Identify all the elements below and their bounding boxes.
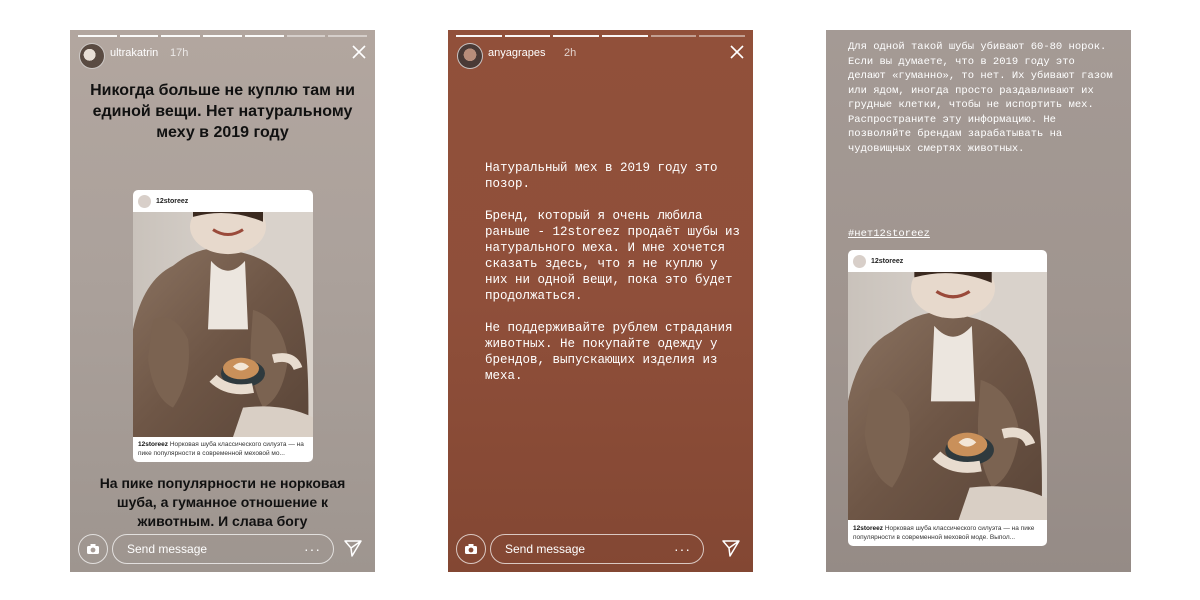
hashtag-link[interactable]: #нет12storeez [848, 228, 930, 240]
shared-post-card[interactable] [133, 190, 313, 462]
post-photo [848, 272, 1047, 520]
reply-bar [456, 534, 745, 564]
caption-text: Норковая шуба классического силуэта — на пике популярности в современной меховой моде. Выпол... [853, 525, 1035, 541]
story-username[interactable]: ultrakatrin [110, 47, 159, 59]
share-icon[interactable] [721, 538, 741, 558]
post-photo [133, 212, 313, 437]
story-body: Для одной такой шубы убивают 60-80 норок. Если вы думаете, что в 2019 году это делают «гуманно», то нет. Их убивают газом или ядом, иногда просто раздавливают их грудные клетки, чтобы не испортить мех. Распространите эту информацию. Не позволяйте брендам зарабатывать на чудовищных смертях животных. [848, 41, 1113, 155]
story-time: 2h [564, 47, 577, 59]
story-progress-bars [456, 35, 745, 37]
post-caption [138, 441, 308, 458]
post-avatar [853, 255, 866, 268]
send-message-placeholder: Send message [127, 542, 208, 556]
story-progress-bars [78, 35, 367, 37]
more-options-icon[interactable]: ··· [674, 541, 691, 557]
reply-bar [78, 534, 367, 564]
story-paragraph: Натуральный мех в 2019 году это позор. [485, 161, 718, 191]
story-headline: Никогда больше не куплю там ни единой вещи. Нет натуральному меху в 2019 году [90, 82, 355, 141]
post-header [133, 190, 313, 212]
story-paragraph: Не поддерживайте рублем страдания животных. Не покупайте одежду у брендов, выпускающих изделия из меха. [485, 321, 733, 383]
story-body [485, 160, 745, 384]
close-icon[interactable] [351, 44, 367, 60]
send-message-input[interactable] [112, 534, 334, 564]
story-card-1 [70, 30, 375, 572]
post-avatar [138, 195, 151, 208]
story-card-2 [448, 30, 753, 572]
story-footer-text: На пике популярности не норковая шуба, а гуманное отношение к животным. И слава богу [99, 475, 346, 529]
user-avatar[interactable] [79, 43, 105, 69]
send-message-input[interactable] [490, 534, 704, 564]
more-options-icon[interactable]: ··· [304, 541, 321, 557]
user-avatar[interactable] [457, 43, 483, 69]
story-paragraph: Бренд, который я очень любила раньше - 12storeez продаёт шубы из натурального меха. И мне хочется сказать здесь, что я не куплю у них ни одной вещи, пока это будет продолжаться. [485, 209, 741, 303]
camera-button[interactable] [456, 534, 486, 564]
share-icon[interactable] [343, 538, 363, 558]
caption-text: Норковая шуба классического силуэта — на пике популярности в современной меховой мо... [138, 441, 304, 457]
story-username[interactable]: anyagrapes [488, 47, 546, 59]
shared-post-card[interactable] [848, 250, 1047, 546]
post-header [848, 250, 1047, 272]
close-icon[interactable] [729, 44, 745, 60]
caption-username: 12storeez [138, 441, 168, 448]
camera-button[interactable] [78, 534, 108, 564]
story-time: 17h [170, 47, 189, 59]
caption-username: 12storeez [853, 525, 883, 532]
camera-icon [464, 543, 478, 555]
camera-icon [86, 543, 100, 555]
post-username: 12storeez [156, 197, 189, 205]
post-username: 12storeez [871, 257, 904, 265]
story-card-3 [826, 30, 1131, 572]
post-caption [853, 525, 1042, 542]
send-message-placeholder: Send message [505, 542, 586, 556]
